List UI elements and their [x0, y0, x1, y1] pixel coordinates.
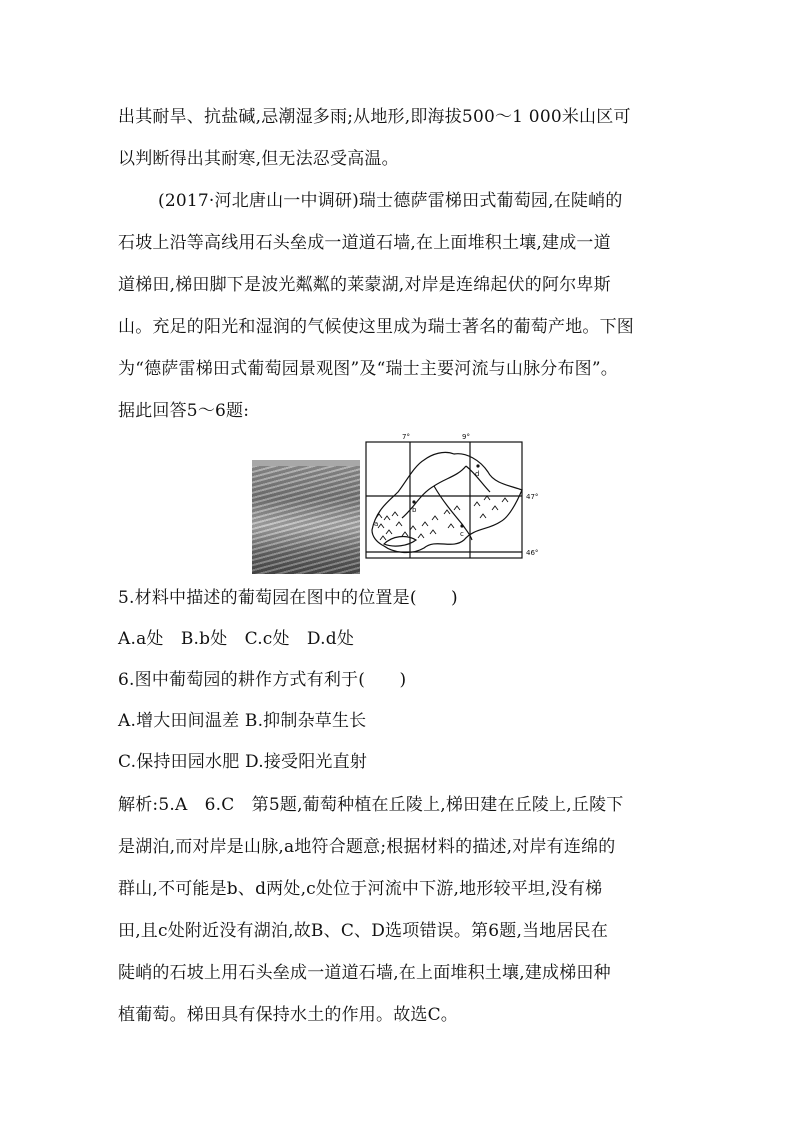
answer-line: 解析:5.A 6.C 第5题,葡萄种植在丘陵上,梯田建在丘陵上,丘陵下 — [118, 795, 624, 815]
lat-label: 46° — [526, 549, 539, 557]
point-b — [412, 500, 415, 503]
figure — [252, 430, 542, 570]
question-5-options: A.a处 B.b处 C.c处 D.d处 — [118, 629, 355, 649]
question-6-options-cd: C.保持田园水肥 D.接受阳光直射 — [118, 752, 368, 772]
point-c — [460, 524, 463, 527]
lon-label: 9° — [462, 433, 470, 441]
answer-line: 陡峭的石坡上用石头垒成一道道石墙,在上面堆积土壤,建成梯田种 — [118, 963, 611, 983]
question-5: 5.材料中描述的葡萄园在图中的位置是( ) — [118, 588, 458, 608]
text-line: 山。充足的阳光和湿润的气候使这里成为瑞士著名的葡萄产地。下图 — [118, 317, 634, 337]
point-d — [476, 464, 479, 467]
text-line: 为“德萨雷梯田式葡萄园景观图”及“瑞士主要河流与山脉分布图”。 — [118, 359, 618, 379]
text-line: 出其耐旱、抗盐碱,忌潮湿多雨;从地形,即海拔500～1 000米山区可 — [118, 107, 631, 127]
point-label: c — [460, 530, 464, 538]
question-6: 6.图中葡萄园的耕作方式有利于( ) — [118, 670, 407, 690]
answer-line: 田,且c处附近没有湖泊,故B、C、D选项错误。第6题,当地居民在 — [118, 921, 609, 941]
point-label: d — [475, 470, 480, 478]
lat-label: 47° — [526, 493, 539, 501]
answer-line: 植葡萄。梯田具有保持水土的作用。故选C。 — [118, 1005, 459, 1025]
point-label: b — [412, 506, 417, 514]
mountain-symbols — [376, 496, 508, 540]
vineyard-terrace-photo — [252, 460, 360, 574]
river-2 — [434, 486, 472, 540]
point-label: a — [374, 520, 379, 528]
text-line: 以判断得出其耐寒,但无法忍受高温。 — [118, 149, 399, 169]
lon-label: 7° — [402, 433, 410, 441]
answer-line: 群山,不可能是b、d两处,c处位于河流中下游,地形较平坦,没有梯 — [118, 879, 603, 899]
lake-outline — [384, 537, 416, 547]
answer-line: 是湖泊,而对岸是山脉,a地符合题意;根据材料的描述,对岸有连绵的 — [118, 837, 616, 857]
text-line: 道梯田,梯田脚下是波光粼粼的莱蒙湖,对岸是连绵起伏的阿尔卑斯 — [118, 275, 611, 295]
text-line: 石坡上沿等高线用石头垒成一道道石墙,在上面堆积土壤,建成一道 — [118, 233, 611, 253]
text-line: (2017·河北唐山一中调研)瑞士德萨雷梯田式葡萄园,在陡峭的 — [158, 191, 623, 211]
switzerland-river-mountain-map — [362, 430, 542, 570]
question-6-options-ab: A.增大田间温差 B.抑制杂草生长 — [118, 711, 367, 731]
text-line: 据此回答5～6题: — [118, 401, 250, 421]
